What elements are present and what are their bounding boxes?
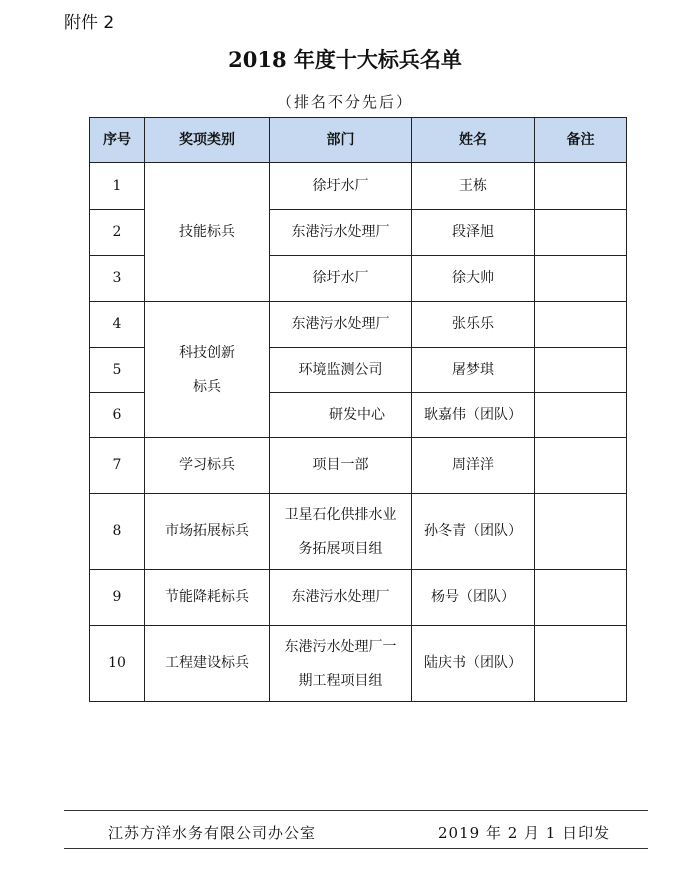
cell-name: 王栋	[412, 163, 535, 210]
cell-category	[145, 302, 270, 438]
table-row	[90, 302, 627, 348]
cell-remarks	[535, 302, 627, 348]
category-line-1: 科技创新	[179, 344, 235, 361]
cell-name: 徐大帅	[412, 256, 535, 302]
table-header-row	[90, 118, 627, 163]
cell-index: 3	[90, 256, 145, 302]
cell-department: 徐圩水厂	[270, 163, 412, 210]
cell-name: 陆庆书（团队）	[412, 626, 535, 702]
cell-department	[270, 626, 412, 702]
cell-index: 9	[90, 570, 145, 626]
cell-department: 东港污水处理厂	[270, 302, 412, 348]
cell-remarks	[535, 348, 627, 393]
table-row	[90, 163, 627, 210]
department-line-2: 务拓展项目组	[298, 540, 383, 557]
cell-category: 工程建设标兵	[145, 626, 270, 702]
cell-department: 东港污水处理厂	[270, 210, 412, 256]
cell-index: 6	[90, 393, 145, 438]
attachment-label: 附件 2	[64, 13, 115, 33]
cell-department: 东港污水处理厂	[270, 570, 412, 626]
cell-department	[270, 494, 412, 570]
cell-name: 张乐乐	[412, 302, 535, 348]
table-row	[90, 438, 627, 494]
footer-date: 2019 年 2 月 1 日印发	[438, 824, 611, 842]
cell-name: 周洋洋	[412, 438, 535, 494]
department-line-2: 期工程项目组	[298, 672, 383, 689]
cell-name: 段泽旭	[412, 210, 535, 256]
cell-remarks	[535, 393, 627, 438]
cell-name: 屠梦琪	[412, 348, 535, 393]
cell-index: 2	[90, 210, 145, 256]
cell-department: 研发中心	[270, 393, 412, 438]
cell-remarks	[535, 570, 627, 626]
cell-name: 杨号（团队）	[412, 570, 535, 626]
cell-category: 学习标兵	[145, 438, 270, 494]
cell-name: 耿嘉伟（团队）	[412, 393, 535, 438]
cell-remarks	[535, 626, 627, 702]
header-name: 姓名	[412, 118, 535, 163]
cell-category: 市场拓展标兵	[145, 494, 270, 570]
cell-index: 10	[90, 626, 145, 702]
award-table	[89, 117, 627, 702]
table-row	[90, 570, 627, 626]
cell-remarks	[535, 210, 627, 256]
cell-category: 技能标兵	[145, 163, 270, 302]
cell-remarks	[535, 494, 627, 570]
cell-index: 5	[90, 348, 145, 393]
cell-index: 8	[90, 494, 145, 570]
cell-remarks	[535, 163, 627, 210]
page-subtitle: （排名不分先后）	[276, 93, 413, 111]
footer-issuer: 江苏方洋水务有限公司办公室	[108, 824, 317, 842]
cell-remarks	[535, 438, 627, 494]
cell-index: 4	[90, 302, 145, 348]
cell-department: 徐圩水厂	[270, 256, 412, 302]
cell-name: 孙冬青（团队）	[412, 494, 535, 570]
header-index: 序号	[90, 118, 145, 163]
footer-bottom-rule	[64, 848, 648, 849]
cell-department: 环境监测公司	[270, 348, 412, 393]
header-department: 部门	[270, 118, 412, 163]
header-category: 奖项类别	[145, 118, 270, 163]
cell-category: 节能降耗标兵	[145, 570, 270, 626]
department-line-1: 东港污水处理厂一	[284, 638, 397, 655]
page-title: 2018 年度十大标兵名单	[228, 47, 462, 72]
cell-index: 1	[90, 163, 145, 210]
table-row	[90, 626, 627, 702]
cell-remarks	[535, 256, 627, 302]
cell-index: 7	[90, 438, 145, 494]
table-row	[90, 494, 627, 570]
category-line-2: 标兵	[193, 378, 221, 395]
cell-department: 项目一部	[270, 438, 412, 494]
header-remarks: 备注	[535, 118, 627, 163]
department-line-1: 卫星石化供排水业	[284, 506, 397, 523]
footer-top-rule	[64, 810, 648, 811]
